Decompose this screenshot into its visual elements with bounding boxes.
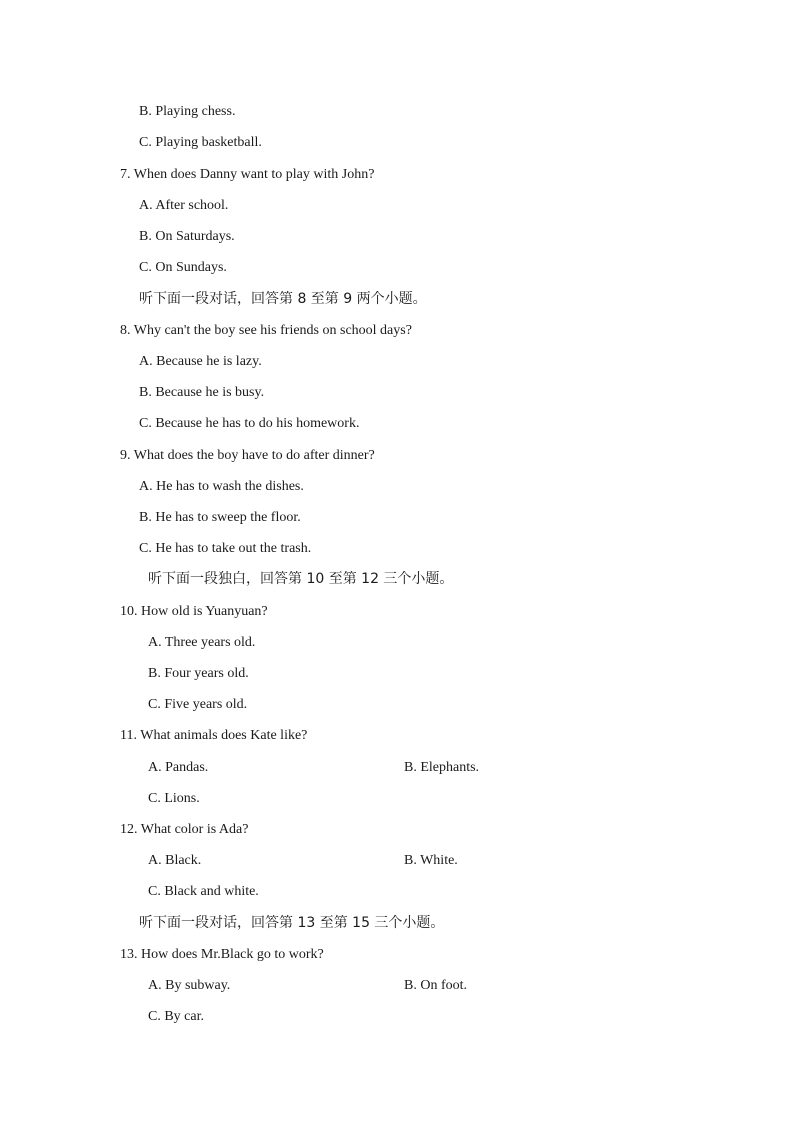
q13-option-b: B. On foot. xyxy=(404,978,467,993)
q11-option-a: A. Pandas. xyxy=(148,760,209,775)
q12-option-a: A. Black. xyxy=(148,853,202,868)
q9-option-c: C. He has to take out the trash. xyxy=(139,541,312,556)
question-8: 8. Why can't the boy see his friends on school days? xyxy=(120,323,412,338)
q11-option-b: B. Elephants. xyxy=(404,760,480,775)
q7-option-a: A. After school. xyxy=(139,198,229,213)
q6-option-c: C. Playing basketball. xyxy=(139,135,262,150)
q8-option-a: A. Because he is lazy. xyxy=(139,354,262,369)
section-instruction-8-9: 听下面一段对话，回答第 8 至第 9 两个小题。 xyxy=(139,291,427,307)
question-9: 9. What does the boy have to do after dinner? xyxy=(120,448,375,463)
section-instruction-13-15: 听下面一段对话，回答第 13 至第 15 三个小题。 xyxy=(139,915,445,931)
q12-option-c: C. Black and white. xyxy=(148,884,259,899)
q10-option-c: C. Five years old. xyxy=(148,697,248,712)
question-10: 10. How old is Yuanyuan? xyxy=(120,604,268,619)
q11-option-c: C. Lions. xyxy=(148,791,200,806)
q10-option-a: A. Three years old. xyxy=(148,635,256,650)
q9-option-a: A. He has to wash the dishes. xyxy=(139,479,304,494)
question-12: 12. What color is Ada? xyxy=(120,822,249,837)
q8-option-c: C. Because he has to do his homework. xyxy=(139,416,360,431)
q8-option-b: B. Because he is busy. xyxy=(139,385,265,400)
q6-option-b: B. Playing chess. xyxy=(139,104,236,119)
q7-option-c: C. On Sundays. xyxy=(139,260,227,275)
q12-option-b: B. White. xyxy=(404,853,458,868)
question-7: 7. When does Danny want to play with John? xyxy=(120,167,375,182)
q7-option-b: B. On Saturdays. xyxy=(139,229,235,244)
q13-option-c: C. By car. xyxy=(148,1009,204,1024)
question-11: 11. What animals does Kate like? xyxy=(120,728,308,743)
q10-option-b: B. Four years old. xyxy=(148,666,249,681)
q9-option-b: B. He has to sweep the floor. xyxy=(139,510,301,525)
q13-option-a: A. By subway. xyxy=(148,978,231,993)
question-13: 13. How does Mr.Black go to work? xyxy=(120,947,324,962)
section-instruction-10-12: 听下面一段独白，回答第 10 至第 12 三个小题。 xyxy=(148,571,454,587)
